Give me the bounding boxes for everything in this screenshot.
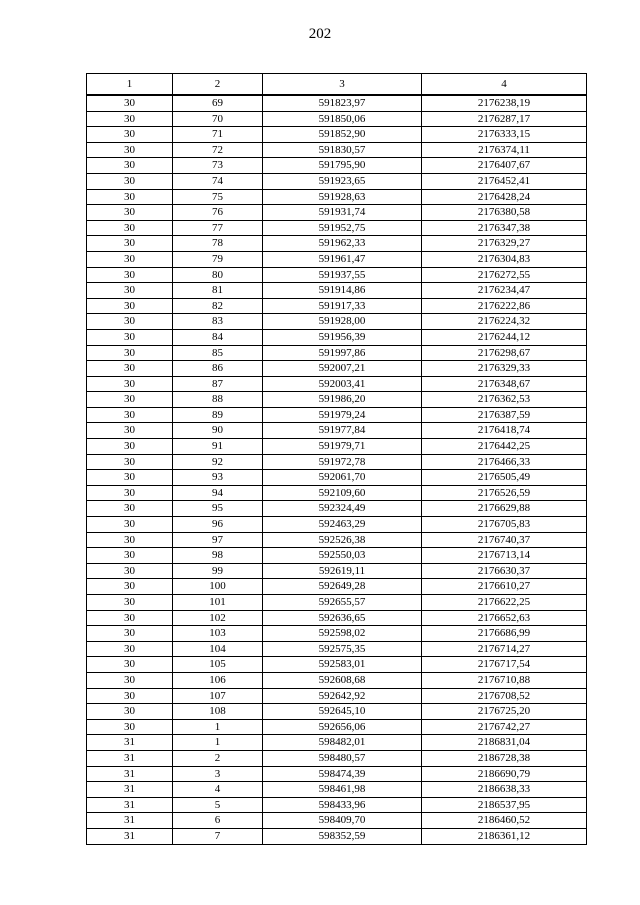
table-cell: 2176287,17: [422, 111, 587, 127]
table-row: [87, 766, 587, 782]
table-cell: 30: [87, 672, 173, 688]
table-row: [87, 205, 587, 221]
table-row: [87, 298, 587, 314]
table-cell: 598409,70: [263, 813, 422, 829]
table-cell: 2186638,33: [422, 782, 587, 798]
table-cell: 31: [87, 828, 173, 844]
table-cell: 2176442,25: [422, 439, 587, 455]
table-row: [87, 813, 587, 829]
table-cell: 2176705,83: [422, 517, 587, 533]
table-cell: 98: [173, 548, 263, 564]
table-cell: 2176428,24: [422, 189, 587, 205]
table-cell: 30: [87, 251, 173, 267]
table-cell: 30: [87, 439, 173, 455]
table-row: [87, 688, 587, 704]
table-cell: 78: [173, 236, 263, 252]
table-cell: 2176717,54: [422, 657, 587, 673]
table-cell: 81: [173, 283, 263, 299]
table-cell: 30: [87, 563, 173, 579]
table-cell: 2176224,32: [422, 314, 587, 330]
table-cell: 2: [173, 750, 263, 766]
table-cell: 592061,70: [263, 470, 422, 486]
header-cell-3: 3: [263, 74, 422, 96]
table-cell: 2176452,41: [422, 173, 587, 189]
table-cell: 2186361,12: [422, 828, 587, 844]
table-row: [87, 251, 587, 267]
table-cell: 598461,98: [263, 782, 422, 798]
table-header: [87, 74, 587, 96]
table-row: [87, 579, 587, 595]
table-cell: 95: [173, 501, 263, 517]
table-cell: 30: [87, 719, 173, 735]
table-cell: 30: [87, 205, 173, 221]
table-cell: 2176652,63: [422, 610, 587, 626]
table-cell: 2176244,12: [422, 329, 587, 345]
table-cell: 92: [173, 454, 263, 470]
table-cell: 30: [87, 454, 173, 470]
table-cell: 71: [173, 127, 263, 143]
header-row: [87, 74, 587, 96]
coordinates-table: [86, 73, 587, 845]
table-cell: 30: [87, 423, 173, 439]
table-row: [87, 735, 587, 751]
table-row: [87, 750, 587, 766]
table-cell: 591979,24: [263, 407, 422, 423]
table-cell: 104: [173, 641, 263, 657]
table-cell: 2176238,19: [422, 95, 587, 111]
table-row: [87, 470, 587, 486]
table-cell: 108: [173, 704, 263, 720]
table-row: [87, 704, 587, 720]
table-cell: 30: [87, 314, 173, 330]
table-cell: 107: [173, 688, 263, 704]
table-cell: 591997,86: [263, 345, 422, 361]
table-row: [87, 595, 587, 611]
table-cell: 2176329,27: [422, 236, 587, 252]
table-cell: 30: [87, 688, 173, 704]
table-cell: 598480,57: [263, 750, 422, 766]
table-cell: 2176333,15: [422, 127, 587, 143]
table-cell: 101: [173, 595, 263, 611]
table-cell: 72: [173, 142, 263, 158]
table-row: [87, 345, 587, 361]
table-cell: 592642,92: [263, 688, 422, 704]
table-cell: 2176466,33: [422, 454, 587, 470]
table-cell: 598352,59: [263, 828, 422, 844]
table-cell: 82: [173, 298, 263, 314]
table-cell: 84: [173, 329, 263, 345]
table-cell: 31: [87, 813, 173, 829]
table-row: [87, 782, 587, 798]
table-cell: 2176348,67: [422, 376, 587, 392]
table-cell: 30: [87, 407, 173, 423]
table-body: [87, 95, 587, 844]
table-cell: 69: [173, 95, 263, 111]
table-cell: 99: [173, 563, 263, 579]
table-cell: 2176329,33: [422, 361, 587, 377]
table-row: [87, 314, 587, 330]
table-cell: 592598,02: [263, 626, 422, 642]
table-row: [87, 532, 587, 548]
table-cell: 591972,78: [263, 454, 422, 470]
table-row: [87, 548, 587, 564]
table-row: [87, 158, 587, 174]
table-cell: 31: [87, 797, 173, 813]
table-cell: 2186728,38: [422, 750, 587, 766]
table-cell: 2176418,74: [422, 423, 587, 439]
table-cell: 591928,63: [263, 189, 422, 205]
table-cell: 30: [87, 548, 173, 564]
table-cell: 30: [87, 376, 173, 392]
table-cell: 76: [173, 205, 263, 221]
table-cell: 2176686,99: [422, 626, 587, 642]
table-cell: 30: [87, 501, 173, 517]
table-row: [87, 610, 587, 626]
table-cell: 6: [173, 813, 263, 829]
table-row: [87, 641, 587, 657]
header-cell-1: 1: [87, 74, 173, 96]
table-cell: 2176725,20: [422, 704, 587, 720]
table-cell: 90: [173, 423, 263, 439]
table-row: [87, 828, 587, 844]
table-cell: 30: [87, 626, 173, 642]
table-cell: 592526,38: [263, 532, 422, 548]
table-cell: 591850,06: [263, 111, 422, 127]
table-cell: 2176505,49: [422, 470, 587, 486]
table-row: [87, 439, 587, 455]
table-cell: 598482,01: [263, 735, 422, 751]
table-cell: 31: [87, 766, 173, 782]
table-cell: 91: [173, 439, 263, 455]
table-row: [87, 142, 587, 158]
table-cell: 2176710,88: [422, 672, 587, 688]
table-cell: 591914,86: [263, 283, 422, 299]
table-cell: 30: [87, 579, 173, 595]
table-row: [87, 517, 587, 533]
table-cell: 2176304,83: [422, 251, 587, 267]
table-cell: 592324,49: [263, 501, 422, 517]
table-cell: 106: [173, 672, 263, 688]
table-cell: 75: [173, 189, 263, 205]
table-row: [87, 719, 587, 735]
table-cell: 31: [87, 735, 173, 751]
table-cell: 2186831,04: [422, 735, 587, 751]
table-row: [87, 485, 587, 501]
table-cell: 592656,06: [263, 719, 422, 735]
table-cell: 592550,03: [263, 548, 422, 564]
table-row: [87, 563, 587, 579]
table-cell: 2176272,55: [422, 267, 587, 283]
table-cell: 70: [173, 111, 263, 127]
table-cell: 592645,10: [263, 704, 422, 720]
table-cell: 30: [87, 236, 173, 252]
table-cell: 31: [87, 750, 173, 766]
table-cell: 591852,90: [263, 127, 422, 143]
table-cell: 591977,84: [263, 423, 422, 439]
table-cell: 2176374,11: [422, 142, 587, 158]
table-cell: 30: [87, 517, 173, 533]
table-row: [87, 267, 587, 283]
table-cell: 2176298,67: [422, 345, 587, 361]
table-cell: 2176222,86: [422, 298, 587, 314]
header-cell-2: 2: [173, 74, 263, 96]
table-cell: 80: [173, 267, 263, 283]
table-cell: 86: [173, 361, 263, 377]
table-cell: 591962,33: [263, 236, 422, 252]
table-cell: 598433,96: [263, 797, 422, 813]
table-cell: 598474,39: [263, 766, 422, 782]
table-cell: 30: [87, 111, 173, 127]
table-cell: 592649,28: [263, 579, 422, 595]
table-cell: 592619,11: [263, 563, 422, 579]
table-cell: 30: [87, 95, 173, 111]
table-cell: 30: [87, 641, 173, 657]
table-cell: 2176387,59: [422, 407, 587, 423]
table-cell: 591979,71: [263, 439, 422, 455]
table-cell: 30: [87, 470, 173, 486]
table-cell: 2176714,27: [422, 641, 587, 657]
table-cell: 73: [173, 158, 263, 174]
table-cell: 30: [87, 361, 173, 377]
table-cell: 30: [87, 173, 173, 189]
table-cell: 30: [87, 704, 173, 720]
table-cell: 30: [87, 595, 173, 611]
table-cell: 30: [87, 189, 173, 205]
table-row: [87, 376, 587, 392]
table-cell: 74: [173, 173, 263, 189]
table-cell: 102: [173, 610, 263, 626]
table-cell: 30: [87, 532, 173, 548]
table-row: [87, 189, 587, 205]
table-cell: 592007,21: [263, 361, 422, 377]
table-row: [87, 361, 587, 377]
table-cell: 2176610,27: [422, 579, 587, 595]
table-cell: 2176407,67: [422, 158, 587, 174]
table-cell: 2176362,53: [422, 392, 587, 408]
table-cell: 85: [173, 345, 263, 361]
table-row: [87, 283, 587, 299]
table-cell: 591937,55: [263, 267, 422, 283]
table-cell: 88: [173, 392, 263, 408]
table-cell: 5: [173, 797, 263, 813]
table-cell: 2176740,37: [422, 532, 587, 548]
table-cell: 30: [87, 345, 173, 361]
table-cell: 30: [87, 220, 173, 236]
table-cell: 2176713,14: [422, 548, 587, 564]
table-cell: 96: [173, 517, 263, 533]
table-row: [87, 127, 587, 143]
table-cell: 592463,29: [263, 517, 422, 533]
table-cell: 592608,68: [263, 672, 422, 688]
table-row: [87, 220, 587, 236]
table-cell: 94: [173, 485, 263, 501]
table-cell: 79: [173, 251, 263, 267]
table-cell: 31: [87, 782, 173, 798]
table-cell: 2176526,59: [422, 485, 587, 501]
table-cell: 30: [87, 298, 173, 314]
table-cell: 591795,90: [263, 158, 422, 174]
table-cell: 87: [173, 376, 263, 392]
table-cell: 592636,65: [263, 610, 422, 626]
table-row: [87, 423, 587, 439]
table-cell: 2176234,47: [422, 283, 587, 299]
table-cell: 2186690,79: [422, 766, 587, 782]
table-row: [87, 407, 587, 423]
table-cell: 591923,65: [263, 173, 422, 189]
table-cell: 77: [173, 220, 263, 236]
table-row: [87, 236, 587, 252]
header-cell-4: 4: [422, 74, 587, 96]
table-cell: 30: [87, 329, 173, 345]
page-number: 202: [308, 26, 332, 42]
table-cell: 591917,33: [263, 298, 422, 314]
table-cell: 2176742,27: [422, 719, 587, 735]
table-cell: 2176347,38: [422, 220, 587, 236]
table-cell: 93: [173, 470, 263, 486]
table-cell: 4: [173, 782, 263, 798]
table-cell: 591823,97: [263, 95, 422, 111]
table-cell: 592109,60: [263, 485, 422, 501]
table-cell: 7: [173, 828, 263, 844]
table-cell: 30: [87, 392, 173, 408]
table-cell: 30: [87, 142, 173, 158]
table-row: [87, 95, 587, 111]
table-row: [87, 672, 587, 688]
table-cell: 30: [87, 267, 173, 283]
table-cell: 1: [173, 735, 263, 751]
table-cell: 591961,47: [263, 251, 422, 267]
table-cell: 591986,20: [263, 392, 422, 408]
table-cell: 2186537,95: [422, 797, 587, 813]
table-row: [87, 626, 587, 642]
table-cell: 30: [87, 158, 173, 174]
table-row: [87, 173, 587, 189]
table-cell: 83: [173, 314, 263, 330]
table-cell: 103: [173, 626, 263, 642]
table-cell: 30: [87, 127, 173, 143]
table-cell: 592575,35: [263, 641, 422, 657]
table-cell: 591931,74: [263, 205, 422, 221]
table-cell: 592583,01: [263, 657, 422, 673]
table-cell: 30: [87, 657, 173, 673]
table-cell: 30: [87, 610, 173, 626]
table-cell: 591952,75: [263, 220, 422, 236]
table-cell: 100: [173, 579, 263, 595]
table-cell: 2176622,25: [422, 595, 587, 611]
table-cell: 2176630,37: [422, 563, 587, 579]
table-cell: 97: [173, 532, 263, 548]
table-cell: 2186460,52: [422, 813, 587, 829]
table-cell: 591830,57: [263, 142, 422, 158]
table-cell: 105: [173, 657, 263, 673]
table-cell: 30: [87, 283, 173, 299]
table-cell: 1: [173, 719, 263, 735]
table-row: [87, 454, 587, 470]
table-cell: 592655,57: [263, 595, 422, 611]
table-row: [87, 392, 587, 408]
table-cell: 2176380,58: [422, 205, 587, 221]
table-cell: 3: [173, 766, 263, 782]
table-cell: 2176629,88: [422, 501, 587, 517]
table-cell: 591928,00: [263, 314, 422, 330]
table-cell: 592003,41: [263, 376, 422, 392]
table-row: [87, 111, 587, 127]
table-cell: 591956,39: [263, 329, 422, 345]
table-row: [87, 329, 587, 345]
table-cell: 30: [87, 485, 173, 501]
table-row: [87, 797, 587, 813]
table-cell: 2176708,52: [422, 688, 587, 704]
table-cell: 89: [173, 407, 263, 423]
table-row: [87, 657, 587, 673]
table-row: [87, 501, 587, 517]
